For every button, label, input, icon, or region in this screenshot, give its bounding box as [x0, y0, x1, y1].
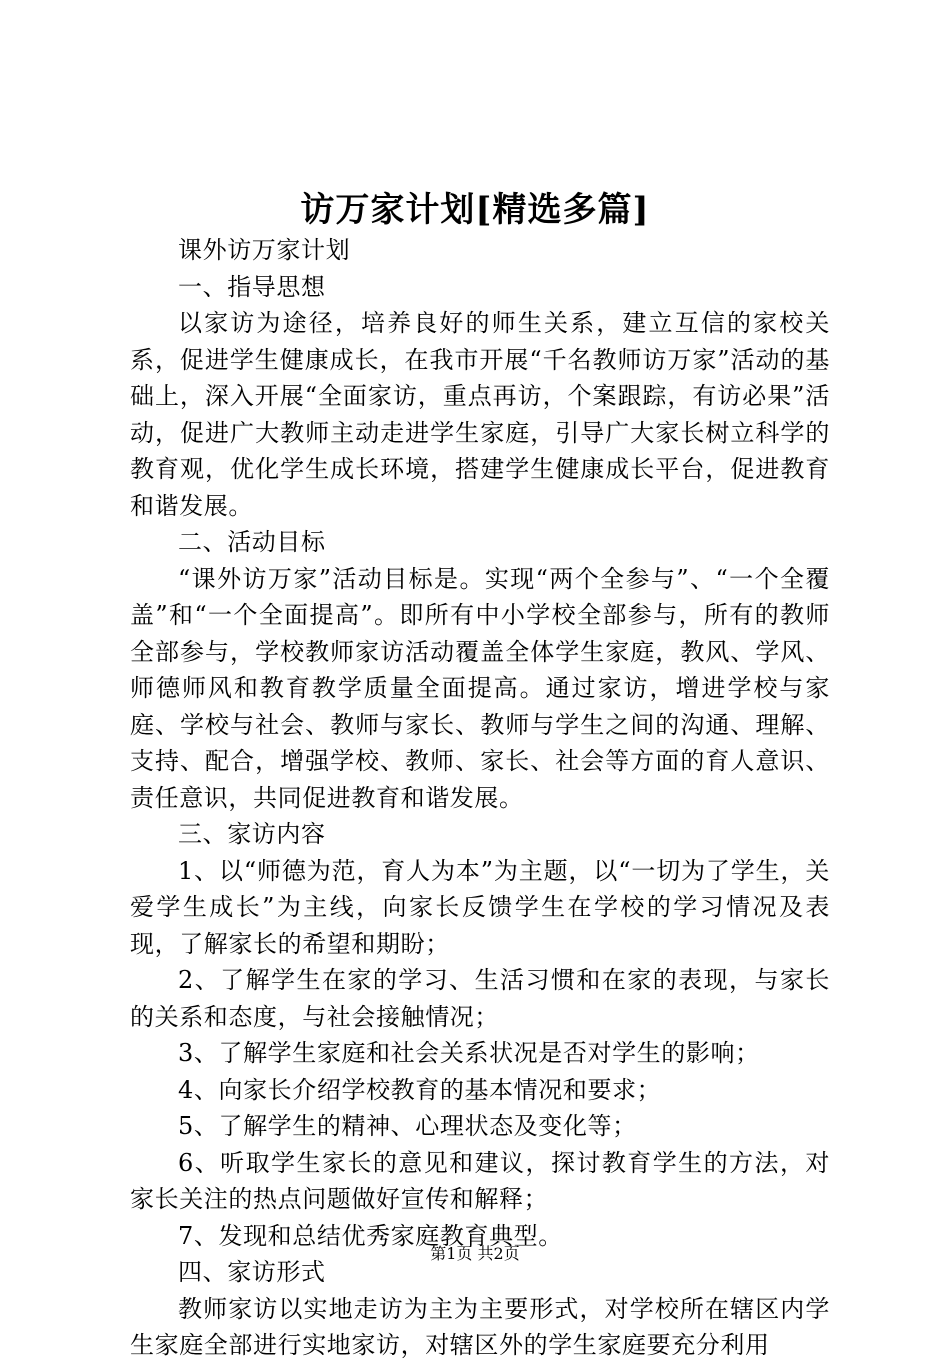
page-number: 第1页 共2页	[430, 1244, 520, 1263]
paragraph-guiding-thought: 以家访为途径，培养良好的师生关系，建立互信的家校关系，促进学生健康成长，在我市开展“千名教师访万家”活动的基础上，深入开展“全面家访，重点再访，个案跟踪，有访必果”活动，促进广大教师主动走进学生家庭，引导广大家长树立科学的教育观，优化学生成长环境，搭建学生健康成长平台，促进教育和谐发展。	[130, 309, 830, 520]
paragraph-content-item-5: 5、了解学生的精神、心理状态及变化等；	[178, 1112, 637, 1140]
paragraph-section-heading: 课外访万家计划	[178, 236, 351, 264]
paragraph-content-item-4: 4、向家长介绍学校教育的基本情况和要求；	[178, 1075, 662, 1104]
paragraph-heading-form: 四、家访形式	[178, 1258, 326, 1286]
paragraph-goals: “课外访万家”活动目标是。实现“两个全参与”、“一个全覆盖”和“一个全面提高”。即所有中小学校全部参与，所有的教师全部参与，学校教师家访活动覆盖全体学生家庭，教风、学风、师德师风和教育教学质量全面提高。通过家访，增进学校与家庭、学校与社会、教师与家长、教师与学生之间的沟通、理解、支持、配合，增强学校、教师、家长、社会等方面的育人意识、责任意识，共同促进教育和谐发展。	[130, 564, 830, 812]
paragraph-content-item-1: 1、以“师德为范，育人为本”为主题，以“一切为了学生，关爱学生成长”为主线，向家长反馈学生在学校的学习情况及表现，了解家长的希望和期盼；	[130, 856, 830, 958]
paragraph-form: 教师家访以实地走访为主为主要形式，对学校所在辖区内学生家庭全部进行实地家访，对辖区外的学生家庭要充分利用	[130, 1294, 830, 1359]
paragraph-content-item-2: 2、了解学生在家的学习、生活习惯和在家的表现，与家长的关系和态度，与社会接触情况；	[130, 966, 830, 1031]
paragraph-content-item-6: 6、听取学生家长的意见和建议，探讨教育学生的方法，对家长关注的热点问题做好宣传和解释；	[130, 1148, 830, 1213]
paragraph-heading-content: 三、家访内容	[178, 820, 326, 848]
paragraph-content-item-7: 7、发现和总结优秀家庭教育典型。	[178, 1221, 563, 1250]
paragraph-heading-guiding-thought: 一、指导思想	[178, 272, 326, 301]
paragraph-heading-goals: 二、活动目标	[178, 528, 326, 556]
page-title: 访万家计划[精选多篇]	[300, 190, 650, 230]
document-body	[130, 232, 830, 1364]
paragraph-content-item-3: 3、了解学生家庭和社会关系状况是否对学生的影响；	[178, 1039, 760, 1067]
